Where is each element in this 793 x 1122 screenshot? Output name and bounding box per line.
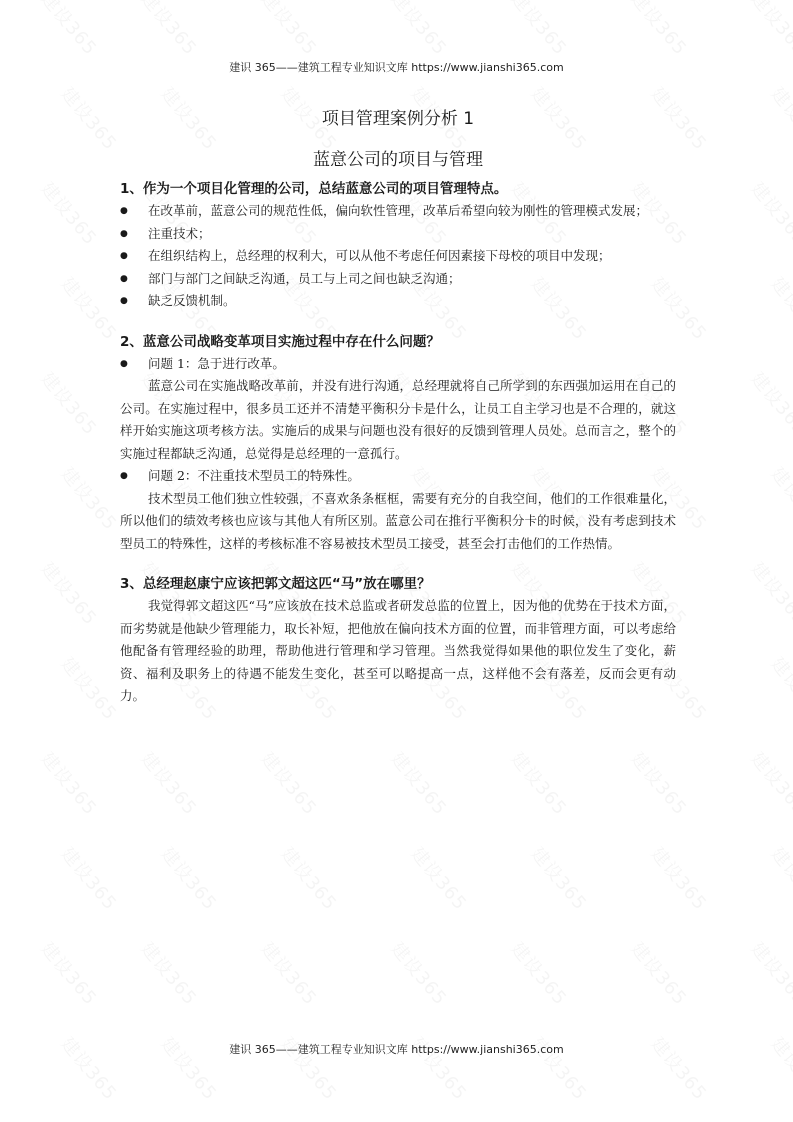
watermark-text [36,0,104,60]
watermark-text [506,746,574,820]
page-header: 建识 365——建筑工程专业知识文库 https://www.jianshi365.com [229,61,564,74]
watermark-text [56,81,124,155]
list-item-text: 注重技术； [148,225,211,241]
watermark-text [766,271,793,345]
problem-2-paragraph: 技术型员工他们独立性较强，不喜欢条条框框，需要有充分的自我空间，他们的工作很难量化，所以他们的绩效考核也应该与其他人有所区别。蓝意公司在推行平衡积分卡的时候，没有考虑到技术型员工的特殊性，这样的考核标准不容易被技术型员工接受，甚至会打击他们的工作热情。 [120,490,676,551]
watermark-text [506,0,574,60]
list-item [120,353,676,376]
watermark-text [36,366,104,440]
problem-1-paragraph: 蓝意公司在实施战略改革前，并没有进行沟通，总经理就将自己所学到的东西强加运用在自己的公司。在实施过程中，很多员工还并不清楚平衡积分卡是什么，让员工自主学习也是不合理的，就这样开始实施这项考核方法。实施后的成果与问题也没有很好的反馈到管理人员处。总而言之，整个的实施过程都缺乏沟通，总觉得是总经理的一意孤行。 [120,378,676,461]
watermark-text [386,936,454,1010]
bullet-icon: ● [120,296,128,306]
watermark-text [56,271,124,345]
watermark-text [626,746,694,820]
list-item-text: 部门与部门之间缺乏沟通，员工与上司之间也缺乏沟通； [148,270,461,286]
document-title: 项目管理案例分析 1 [321,109,475,129]
bullet-icon: ● [120,206,128,216]
watermark-text [56,651,124,725]
watermark-text [746,746,793,820]
section-3-paragraph: 我觉得郭文超这匹“马”应该放在技术总监或者研发总监的位置上，因为他的优势在于技术方面，而劣势就是他缺少管理能力，取长补短，把他放在偏向技术方面的位置，而非管理方面，可以考虑给他配备有管理经验的助理，帮助他进行管理和学习管理。当然我觉得如果他的职位发生了变化，薪资、福利及职务上的待遇不能发生变化，甚至可以略提高一点，这样他不会有落差，反而会更有动力。 [120,598,676,703]
section-3-heading: 3、总经理赵康宁应该把郭文超这匹“马”放在哪里？ [120,576,431,592]
list-item [120,223,676,246]
watermark-text [136,0,204,60]
watermark-text [766,81,793,155]
watermark-text [386,0,454,60]
watermark-text [526,841,594,915]
watermark-text [406,841,474,915]
list-item [120,268,676,291]
bullet-icon: ● [120,273,128,284]
watermark-text [256,746,324,820]
list-item-text: 在改革前，蓝意公司的规范性低，偏向软性管理，改革后希望向较为刚性的管理模式发展； [148,203,649,218]
section-2-heading: 2、蓝意公司战略变革项目实施过程中存在什么问题？ [120,333,440,350]
watermark-text [256,0,324,60]
watermark-text [626,936,694,1010]
watermark-text [36,176,104,250]
list-item [120,290,676,313]
page-footer: 建识 365——建筑工程专业知识文库 https://www.jianshi365.com [229,1043,564,1056]
list-item-text: 在组织结构上，总经理的权利大，可以从他不考虑任何因素接下母校的项目中发现； [148,248,611,263]
list-item-text: 缺乏反馈机制。 [148,293,236,308]
watermark-text [36,556,104,630]
watermark-text [136,746,204,820]
watermark-text [766,461,793,535]
watermark-text [136,936,204,1010]
watermark-text [36,746,104,820]
list-item [120,245,676,268]
watermark-text [256,936,324,1010]
watermark-text [766,841,793,915]
problem-1-label: 问题 1：急于进行改革。 [148,355,285,371]
watermark-text [386,746,454,820]
section-1-list [120,200,676,313]
watermark-text [746,556,793,630]
watermark-text [766,651,793,725]
watermark-text [746,0,793,60]
bullet-icon: ● [120,471,128,481]
section-2-problem-2 [120,465,676,488]
list-item [120,465,676,488]
watermark-text [746,366,793,440]
watermark-text [56,841,124,915]
watermark-text [156,841,224,915]
section-2-problem-1 [120,353,676,376]
watermark-text [36,936,104,1010]
watermark-text [626,0,694,60]
document-body [120,104,676,708]
bullet-icon: ● [120,251,128,261]
watermark-text [56,461,124,535]
document-subtitle: 蓝意公司的项目与管理 [313,150,483,170]
bullet-icon: ● [120,358,128,369]
watermark-text [506,936,574,1010]
watermark-text [746,176,793,250]
watermark-text [646,841,714,915]
section-1-heading: 1、作为一个项目化管理的公司，总结蓝意公司的项目管理特点。 [120,181,508,197]
watermark-text [276,841,344,915]
list-item [120,200,676,223]
bullet-icon: ● [120,228,128,239]
watermark-text [746,936,793,1010]
problem-2-label: 问题 2：不注重技术型员工的特殊性。 [148,468,360,483]
